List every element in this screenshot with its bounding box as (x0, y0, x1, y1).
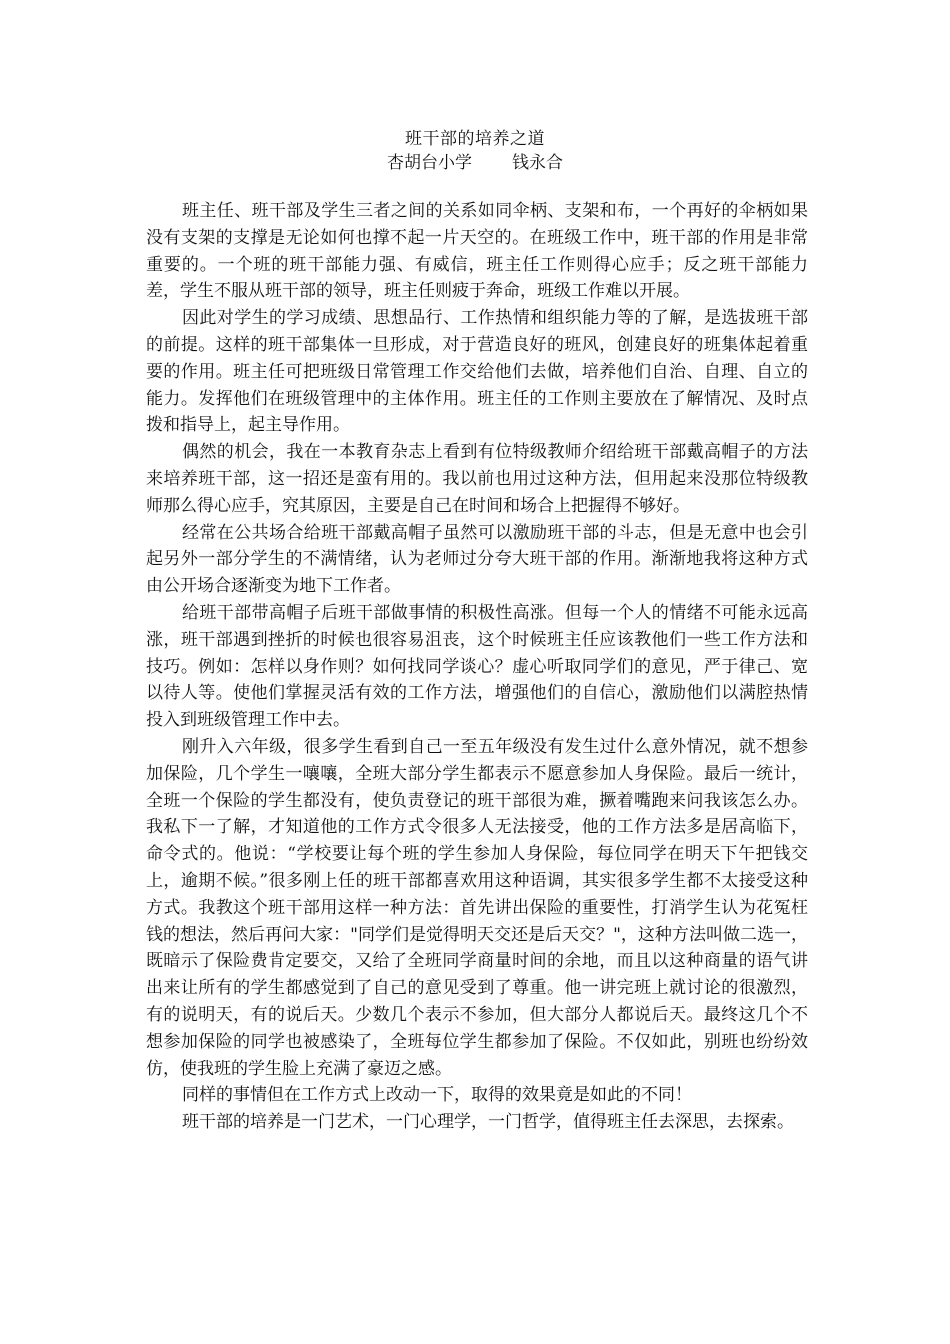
paragraph: 班干部的培养是一门艺术，一门心理学，一门哲学，值得班主任去深思，去探索。 (182, 1112, 794, 1133)
paragraph: 刚升入六年级，很多学生看到自己一至五年级没有发生过什么意外情况，就不想参加保险，几个学生一嚷嚷，全班大部分学生都表示不愿意参加人身保险。最后一统计，全班一个保险的学生都没有，使负责登记的班干部很为难，撅着嘴跑来问我该怎么办。我私下一了解，才知道他的工作方式令很多人无法接受，他的工作方法多是居高临下，命令式的。他说：“学校要让每个班的学生参加人身保险，每位同学在明天下午把钱交上，逾期不候。”很多刚上任的班干部都喜欢用这种语调，其实很多学生都不太接受这种方式。我教这个班干部用这样一种方法：首先讲出保险的重要性，打消学生认为花冤枉钱的想法，然后再问大家："同学们是觉得明天交还是后天交？"，这种方法叫做二选一，既暗示了保险费肯定要交，又给了全班同学商量时间的余地，而且以这种商量的语气讲出来让所有的学生都感觉到了自己的意见受到了尊重。他一讲完班上就讨论的很激烈，有的说明天，有的说后天。少数几个表示不参加，但大部分人都说后天。最终这几个不想参加保险的同学也被感染了，全班每位学生都参加了保险。不仅如此，别班也纷纷效仿，使我班的学生脸上充满了豪迈之感。 (146, 736, 808, 1079)
paragraph: 经常在公共场合给班干部戴高帽子虽然可以激励班干部的斗志，但是无意中也会引起另外一部分学生的不满情绪，认为老师过分夸大班干部的作用。渐渐地我将这种方式由公开场合逐渐变为地下工作者。 (146, 522, 808, 597)
paragraph: 因此对学生的学习成绩、思想品行、工作热情和组织能力等的了解，是选拔班干部的前提。这样的班干部集体一旦形成，对于营造良好的班风，创建良好的班集体起着重要的作用。班主任可把班级日常管理工作交给他们去做，培养他们自治、自理、自立的能力。发挥他们在班级管理中的主体作用。班主任的工作则主要放在了解情况、及时点拨和指导上，起主导作用。 (146, 308, 808, 436)
school-name: 杏胡台小学 (387, 153, 472, 173)
byline (0, 152, 950, 174)
paragraph: 同样的事情但在工作方式上改动一下，取得的效果竟是如此的不同！ (182, 1085, 692, 1106)
paragraph: 给班干部带高帽子后班干部做事情的积极性高涨。但每一个人的情绪不可能永远高涨，班干部遇到挫折的时候也很容易沮丧，这个时候班主任应该教他们一些工作方法和技巧。例如：怎样以身作则？如何找同学谈心？虚心听取同学们的意见，严于律己、宽以待人等。使他们掌握灵活有效的工作方法，增强他们的自信心，激励他们以满腔热情投入到班级管理工作中去。 (146, 602, 808, 731)
paragraph: 偶然的机会，我在一本教育杂志上看到有位特级教师介绍给班干部戴高帽子的方法来培养班干部，这一招还是蛮有用的。我以前也用过这种方法，但用起来没那位特级教师那么得心应手，究其原因，主要是自己在时间和场合上把握得不够好。 (146, 442, 808, 516)
article-body (146, 198, 808, 1136)
paragraph: 班主任、班干部及学生三者之间的关系如同伞柄、支架和布，一个再好的伞柄如果没有支架的支撑是无论如何也撑不起一片天空的。在班级工作中，班干部的作用是非常重要的。一个班的班干部能力强、有威信，班主任工作则得心应手；反之班干部能力差，学生不服从班干部的领导，班主任则疲于奔命，班级工作难以开展。 (146, 201, 808, 302)
author-name: 钱永合 (512, 153, 563, 173)
document-title: 班干部的培养之道 (405, 129, 545, 149)
